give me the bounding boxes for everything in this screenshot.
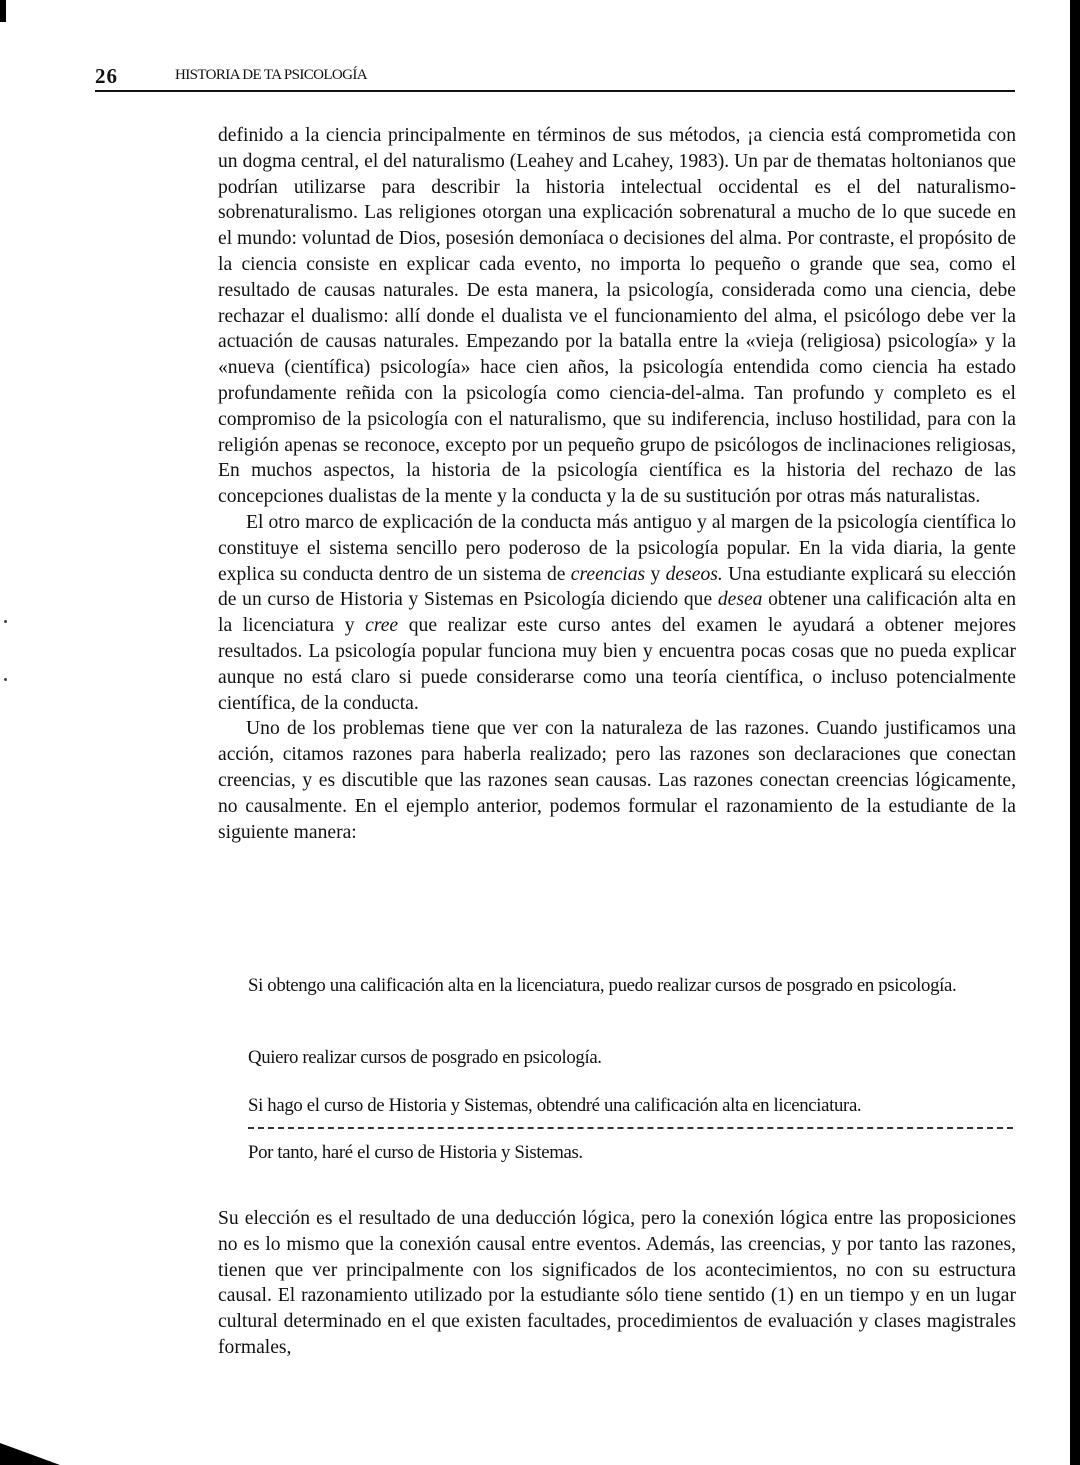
syllogism-rule: [248, 1127, 1013, 1129]
page-corner-shadow: [0, 1443, 60, 1465]
scan-corner-mark: [0, 0, 6, 22]
header-rule: [95, 90, 1015, 92]
syllogism-conclusion: Por tanto, haré el curso de Historia y Sistemas.: [248, 1142, 583, 1163]
page-number: 26: [95, 64, 118, 88]
paragraph-folk-psychology: El otro marco de explicación de la conducta más antiguo y al margen de la psicología científica lo constituye el sistema sencillo pero poderoso de la psicología popular. En la vida diaria, la gente explica su conducta dentro de un sistema de creencias y deseos. Una estudiante explicará su elección de un curso de Historia y Sistemas en Psicología diciendo que desea obtener una calificación alta en la licenciatura y cree que realizar este curso antes del examen le ayudará a obtener mejores resultados. La psicología popular funciona muy bien y encuentra pocas cosas que no pueda explicar aunque no está claro si puede considerarse como una teoría científica, o incluso potencialmente científica, de la conducta.: [218, 511, 1016, 714]
page-header: [95, 62, 1015, 92]
body-text-bottom: [218, 1206, 1016, 1361]
paragraph-logical-deduction: Su elección es el resultado de una deducción lógica, pero la conexión lógica entre las proposiciones no es lo mismo que la conexión causal entre eventos. Además, las creencias, y por tanto las razones, tienen que ver principalmente con los significados de los acontecimientos, no con su estructura causal. El razonamiento utilizado por la estudiante sólo tiene sentido (1) en un tiempo y en un lugar cultural determinado en el que existen facultades, procedimientos de evaluación y clases magistrales formales,: [218, 1208, 1016, 1358]
paragraph-naturalism: definido a la ciencia principalmente en términos de sus métodos, ¡a ciencia está comprometida con un dogma central, el del naturalismo (Leahey and Lcahey, 1983). Un par de thematas holtonianos que podrían utilizarse para describir la historia intelectual occidental es el del naturalismo-sobrenaturalismo. Las religiones otorgan una explicación sobrenatural a mucho de lo que sucede en el mundo: voluntad de Dios, posesión demoníaca o decisiones del alma. Por contraste, el propósito de la ciencia consiste en explicar cada evento, no importa lo pequeño o grande que sea, como el resultado de causas naturales. De esta manera, la psicología, considerada como una ciencia, debe rechazar el dualismo: allí donde el dualista ve el funcionamiento del alma, el psicólogo debe ver la actuación de causas naturales. Empezando por la batalla entre la «vieja (religiosa) psicología» y la «nueva (científica) psicología» hace cien años, la psicología entendida como ciencia ha estado profundamente reñida con la psicología como ciencia-del-alma. Tan profundo y completo es el compromiso de la psicología con el naturalismo, que su indiferencia, incluso hostilidad, para con la religión apenas se reconoce, excepto por un pequeño grupo de psicólogos de inclinaciones religiosas, En muchos aspectos, la historia de la psicología científica es la historia del rechazo de las concepciones dualistas de la mente y la conducta y la de su sustitución por otras más naturalistas.: [218, 125, 1016, 508]
scan-speck: [4, 620, 7, 623]
syllogism-premise-2: Quiero realizar cursos de posgrado en psicología.: [248, 1047, 602, 1068]
paragraph-reasons: Uno de los problemas tiene que ver con la naturaleza de las razones. Cuando justificamos una acción, citamos razones para haberla realizado; pero las razones son declaraciones que conectan creencias, y es discutible que las razones sean causas. Las razones conectan creencias lógicamente, no causalmente. En el ejemplo anterior, podemos formular el razonamiento de la estudiante de la siguiente manera:: [218, 718, 1016, 843]
body-text-top: [218, 123, 1016, 845]
syllogism-premise-3: Si hago el curso de Historia y Sistemas, obtendré una calificación alta en licenciatura.: [248, 1095, 862, 1116]
running-head: HISTORIA DE TA PSICOLOGÍA: [175, 67, 368, 83]
scan-speck: [4, 678, 7, 681]
syllogism-premise-1: Si obtengo una calificación alta en la licenciatura, puedo realizar cursos de posgrado en psicología.: [248, 975, 957, 996]
page-edge-shadow: [1070, 0, 1080, 1465]
